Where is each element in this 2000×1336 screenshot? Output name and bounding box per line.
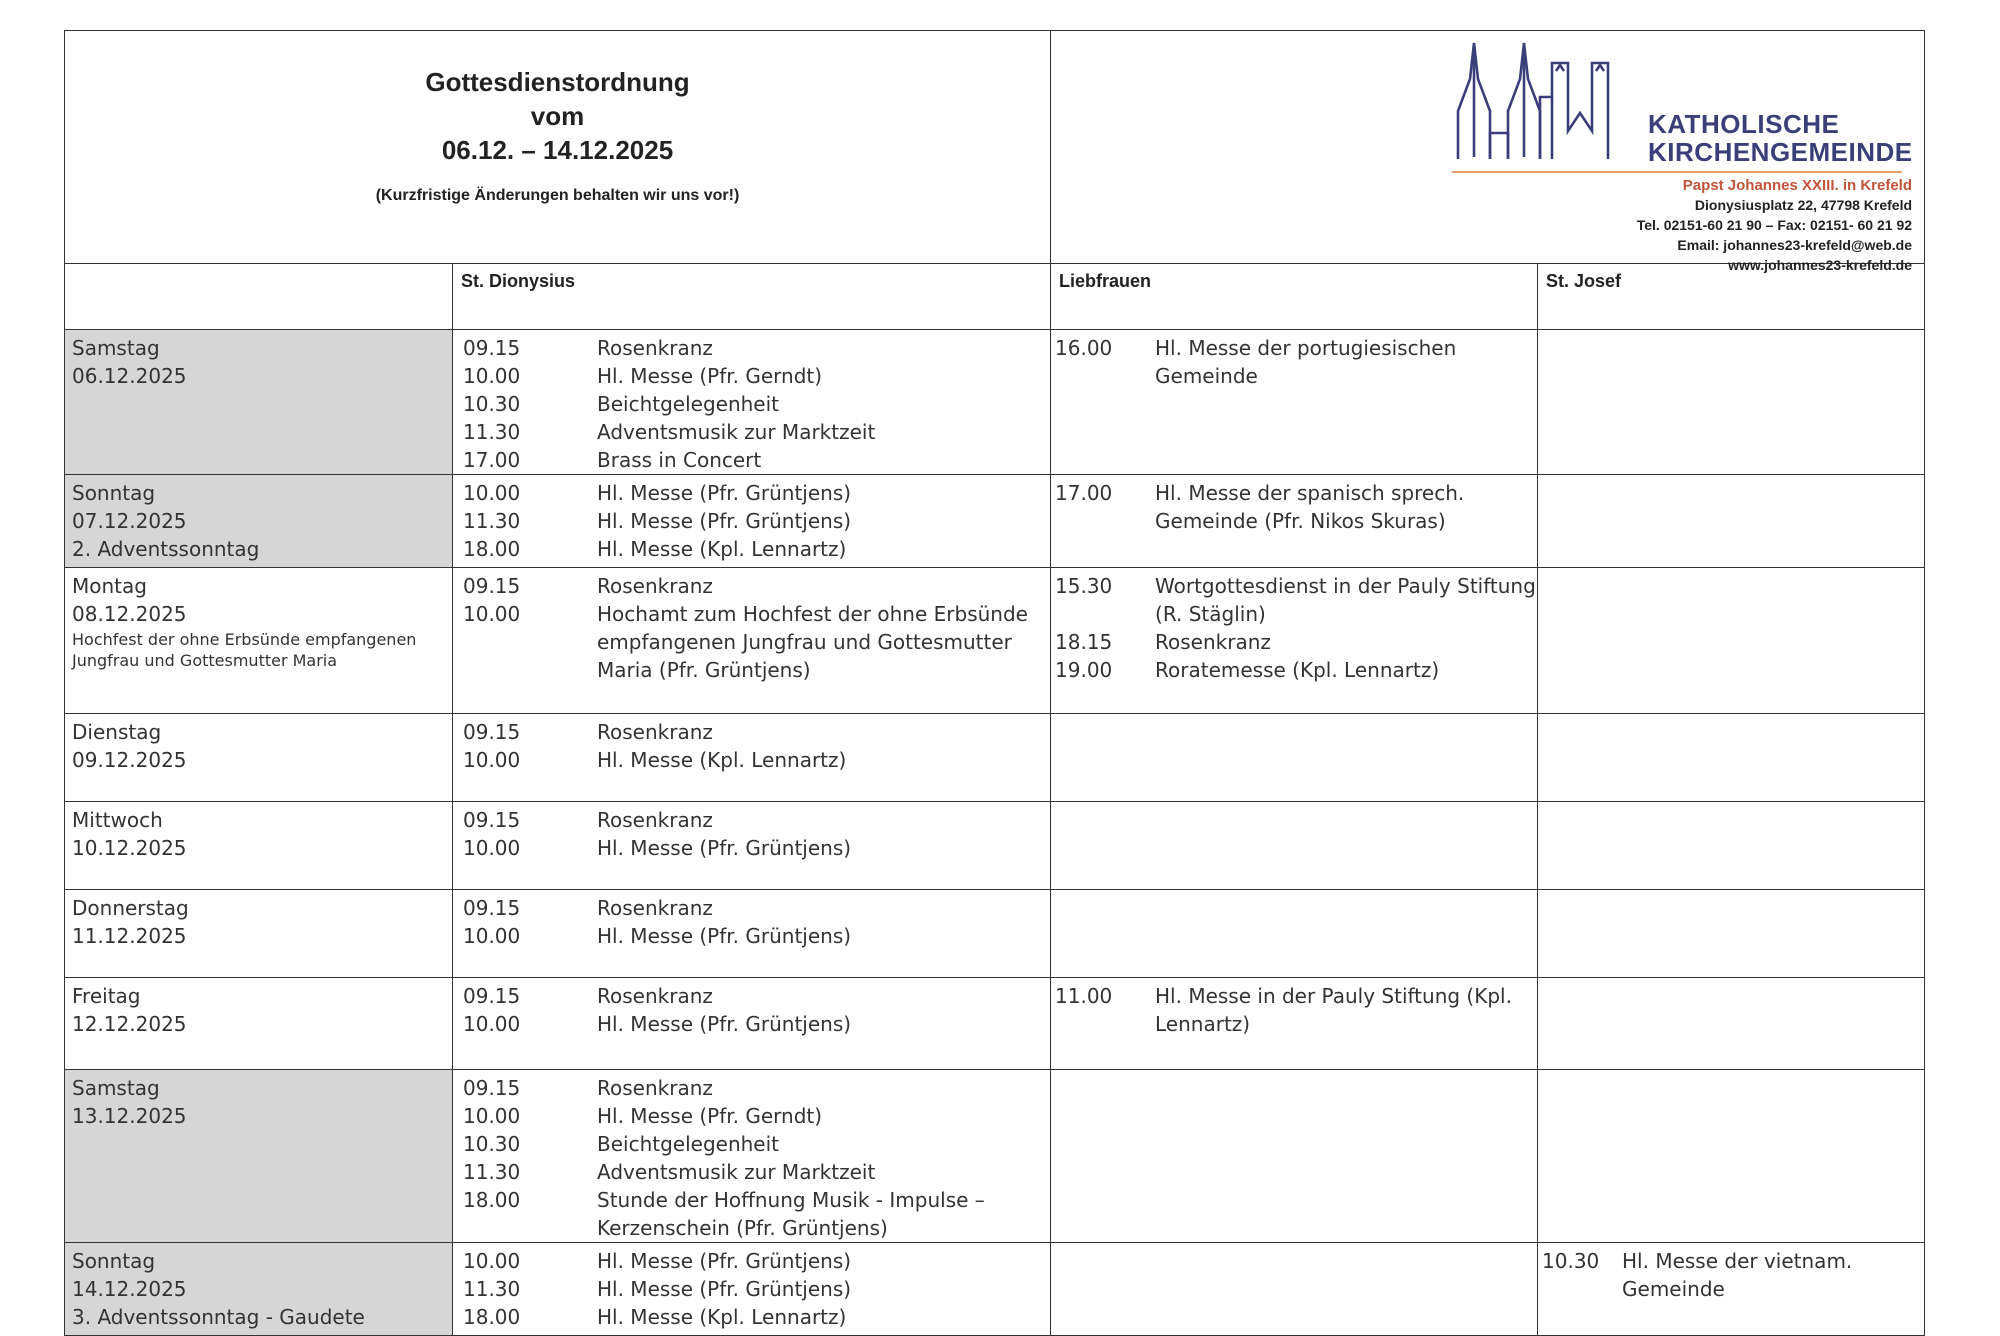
- services-dionysius: [453, 1070, 1051, 1243]
- service-entry: [463, 1158, 1050, 1186]
- service-description: Rosenkranz: [597, 336, 713, 360]
- service-time: 11.30: [463, 420, 521, 444]
- service-entry: [463, 390, 1050, 418]
- day-date: 08.12.2025: [72, 602, 187, 626]
- day-date: 09.12.2025: [72, 748, 187, 772]
- services-josef: [1538, 475, 1925, 568]
- service-time: 17.00: [463, 448, 521, 472]
- service-time: 10.30: [1542, 1249, 1600, 1273]
- day-date: 06.12.2025: [72, 364, 187, 388]
- service-description: Hl. Messe der vietnam. Gemeinde: [1622, 1249, 1853, 1301]
- services-josef: [1538, 330, 1925, 475]
- parish-website[interactable]: www.johannes23-krefeld.de: [1728, 257, 1913, 273]
- service-description: Rosenkranz: [1155, 630, 1271, 654]
- page-title: Gottesdienstordnung: [425, 67, 690, 97]
- service-time: 09.15: [463, 808, 521, 832]
- service-description: Brass in Concert: [597, 448, 762, 472]
- service-description: Rosenkranz: [597, 984, 713, 1008]
- service-entry: [1055, 334, 1537, 390]
- services-josef: [1538, 1243, 1925, 1336]
- services-dionysius: [453, 714, 1051, 802]
- day-name: Mittwoch: [72, 808, 163, 832]
- logo-divider: [1452, 171, 1902, 173]
- services-liebfrauen: [1051, 568, 1538, 714]
- day-name: Montag: [72, 574, 147, 598]
- service-entry: [463, 746, 1050, 774]
- services-dionysius: [453, 568, 1051, 714]
- service-description: Hl. Messe (Pfr. Grüntjens): [597, 509, 852, 533]
- services-liebfrauen: [1051, 330, 1538, 475]
- service-entry: [1055, 982, 1537, 1038]
- service-entry: [463, 806, 1050, 834]
- service-description: Hl. Messe (Pfr. Grüntjens): [597, 1249, 852, 1273]
- service-entry: [463, 982, 1050, 1010]
- colhead-josef: St. Josef: [1538, 264, 1925, 330]
- services-liebfrauen: [1051, 890, 1538, 978]
- day-name: Samstag: [72, 1076, 160, 1100]
- table-row: [65, 714, 1925, 802]
- day-date: 11.12.2025: [72, 924, 187, 948]
- service-description: Rosenkranz: [597, 574, 713, 598]
- services-dionysius: [453, 802, 1051, 890]
- table-row: [65, 978, 1925, 1070]
- service-description: Hl. Messe (Pfr. Grüntjens): [597, 1277, 852, 1301]
- service-description: Hl. Messe (Pfr. Grüntjens): [597, 1012, 852, 1036]
- service-entry: [463, 362, 1050, 390]
- services-josef: [1538, 802, 1925, 890]
- service-entry: [463, 334, 1050, 362]
- day-cell: [65, 330, 453, 475]
- schedule-sheet: [64, 30, 1924, 1336]
- day-name: Dienstag: [72, 720, 162, 744]
- colhead-dionysius: St. Dionysius: [453, 264, 1051, 330]
- service-description: Adventsmusik zur Marktzeit: [597, 1160, 876, 1184]
- column-header-row: [65, 264, 1925, 330]
- service-description: Rosenkranz: [597, 808, 713, 832]
- service-description: Roratemesse (Kpl. Lennartz): [1155, 658, 1440, 682]
- day-cell: [65, 568, 453, 714]
- service-entry: [1055, 628, 1537, 656]
- service-entry: [463, 922, 1050, 950]
- day-name: Freitag: [72, 984, 141, 1008]
- service-entry: [463, 834, 1050, 862]
- service-entry: [463, 446, 1050, 474]
- service-time: 11.30: [463, 509, 521, 533]
- service-time: 15.30: [1055, 574, 1113, 598]
- service-description: Beichtgelegenheit: [597, 1132, 780, 1156]
- services-dionysius: [453, 978, 1051, 1070]
- service-time: 17.00: [1055, 481, 1113, 505]
- parish-name-line2: KIRCHENGEMEINDE: [1648, 137, 1913, 167]
- service-entry: [1542, 1247, 1924, 1303]
- parish-name-line1: KATHOLISCHE: [1648, 109, 1840, 139]
- service-description: Hl. Messe der spanisch sprech. Gemeinde (Pfr. Nikos Skuras): [1155, 481, 1465, 533]
- day-date: 14.12.2025: [72, 1277, 187, 1301]
- service-time: 10.00: [463, 1104, 521, 1128]
- service-time: 09.15: [463, 574, 521, 598]
- services-liebfrauen: [1051, 1243, 1538, 1336]
- table-row: [65, 568, 1925, 714]
- table-row: [65, 475, 1925, 568]
- day-feast: 3. Adventssonntag - Gaudete: [72, 1305, 365, 1329]
- service-time: 10.00: [463, 481, 521, 505]
- table-row: [65, 330, 1925, 475]
- service-description: Beichtgelegenheit: [597, 392, 780, 416]
- service-time: 10.00: [463, 1249, 521, 1273]
- service-time: 10.00: [463, 748, 521, 772]
- services-liebfrauen: [1051, 1070, 1538, 1243]
- service-entry: [463, 1010, 1050, 1038]
- services-liebfrauen: [1051, 475, 1538, 568]
- day-feast: 2. Adventssonntag: [72, 537, 260, 561]
- service-description: Rosenkranz: [597, 720, 713, 744]
- table-row: [65, 1243, 1925, 1336]
- parish-logo: [1452, 39, 1913, 273]
- day-feast: Hochfest der ohne Erbsünde empfangenen Jungfrau und Gottesmutter Maria: [72, 630, 417, 670]
- service-description: Adventsmusik zur Marktzeit: [597, 420, 876, 444]
- services-dionysius: [453, 475, 1051, 568]
- day-date: 12.12.2025: [72, 1012, 187, 1036]
- service-time: 10.00: [463, 1012, 521, 1036]
- title-block: [65, 31, 1051, 264]
- service-entry: [463, 894, 1050, 922]
- service-entry: [463, 1303, 1050, 1331]
- changes-note: (Kurzfristige Änderungen behalten wir uns vor!): [375, 187, 740, 204]
- service-description: Hl. Messe (Kpl. Lennartz): [597, 537, 847, 561]
- parish-address: Dionysiusplatz 22, 47798 Krefeld: [1694, 197, 1913, 213]
- day-name: Sonntag: [72, 1249, 156, 1273]
- service-time: 11.00: [1055, 984, 1113, 1008]
- service-time: 10.00: [463, 836, 521, 860]
- date-range: 06.12. – 14.12.2025: [441, 135, 674, 165]
- schedule-table: [64, 30, 1925, 1336]
- service-description: Hl. Messe der portugiesischen Gemeinde: [1155, 336, 1457, 388]
- service-entry: [1055, 479, 1537, 535]
- service-description: Hl. Messe (Pfr. Gerndt): [597, 1104, 823, 1128]
- services-dionysius: [453, 330, 1051, 475]
- day-cell: [65, 475, 453, 568]
- service-time: 10.00: [463, 924, 521, 948]
- service-description: Hl. Messe (Pfr. Grüntjens): [597, 836, 852, 860]
- service-entry: [463, 1074, 1050, 1102]
- services-josef: [1538, 568, 1925, 714]
- service-entry: [463, 1130, 1050, 1158]
- day-name: Sonntag: [72, 481, 156, 505]
- service-entry: [463, 572, 1050, 600]
- day-cell: [65, 890, 453, 978]
- day-date: 07.12.2025: [72, 509, 187, 533]
- header-row: [65, 31, 1925, 264]
- service-description: Hl. Messe (Kpl. Lennartz): [597, 748, 847, 772]
- church-towers-icon: [1452, 39, 1652, 169]
- service-time: 18.00: [463, 537, 521, 561]
- day-cell: [65, 714, 453, 802]
- services-liebfrauen: [1051, 714, 1538, 802]
- service-time: 11.30: [463, 1160, 521, 1184]
- day-name: Samstag: [72, 336, 160, 360]
- service-entry: [1055, 572, 1537, 628]
- colhead-day: [65, 264, 453, 330]
- service-time: 10.00: [463, 602, 521, 626]
- table-row: [65, 890, 1925, 978]
- service-description: Rosenkranz: [597, 896, 713, 920]
- table-row: [65, 802, 1925, 890]
- service-time: 18.00: [463, 1188, 521, 1212]
- service-entry: [463, 1186, 1050, 1242]
- service-entry: [463, 479, 1050, 507]
- service-time: 09.15: [463, 1076, 521, 1100]
- service-description: Hl. Messe (Pfr. Grüntjens): [597, 924, 852, 948]
- colhead-liebfrauen: Liebfrauen: [1051, 264, 1538, 330]
- service-time: 10.30: [463, 392, 521, 416]
- service-description: Hl. Messe in der Pauly Stiftung (Kpl. Lennartz): [1155, 984, 1512, 1036]
- services-liebfrauen: [1051, 802, 1538, 890]
- service-time: 11.30: [463, 1277, 521, 1301]
- day-cell: [65, 1070, 453, 1243]
- services-dionysius: [453, 1243, 1051, 1336]
- day-cell: [65, 1243, 453, 1336]
- service-time: 09.15: [463, 984, 521, 1008]
- service-time: 09.15: [463, 896, 521, 920]
- service-entry: [1055, 656, 1537, 684]
- service-time: 10.00: [463, 364, 521, 388]
- services-dionysius: [453, 890, 1051, 978]
- day-date: 10.12.2025: [72, 836, 187, 860]
- parish-email[interactable]: Email: johannes23-krefeld@web.de: [1677, 237, 1913, 253]
- service-time: 18.15: [1055, 630, 1113, 654]
- service-description: Hl. Messe (Pfr. Gerndt): [597, 364, 823, 388]
- service-entry: [463, 1275, 1050, 1303]
- service-time: 16.00: [1055, 336, 1113, 360]
- parish-subtitle: Papst Johannes XXIII. in Krefeld: [1682, 177, 1913, 194]
- service-time: 18.00: [463, 1305, 521, 1329]
- services-josef: [1538, 890, 1925, 978]
- service-entry: [463, 418, 1050, 446]
- services-josef: [1538, 978, 1925, 1070]
- service-time: 09.15: [463, 720, 521, 744]
- service-entry: [463, 1102, 1050, 1130]
- table-row: [65, 1070, 1925, 1243]
- service-description: Stunde der Hoffnung Musik - Impulse – Kerzenschein (Pfr. Grüntjens): [597, 1188, 985, 1240]
- service-entry: [463, 535, 1050, 563]
- service-entry: [463, 1247, 1050, 1275]
- service-entry: [463, 600, 1050, 684]
- service-description: Hochamt zum Hochfest der ohne Erbsünde empfangenen Jungfrau und Gottesmutter Maria (Pfr. Grüntjens): [597, 602, 1028, 682]
- services-liebfrauen: [1051, 978, 1538, 1070]
- service-time: 10.30: [463, 1132, 521, 1156]
- parish-block: [1051, 31, 1925, 273]
- service-entry: [463, 507, 1050, 535]
- service-description: Hl. Messe (Kpl. Lennartz): [597, 1305, 847, 1329]
- services-josef: [1538, 1070, 1925, 1243]
- service-description: Rosenkranz: [597, 1076, 713, 1100]
- service-description: Hl. Messe (Pfr. Grüntjens): [597, 481, 852, 505]
- service-time: 19.00: [1055, 658, 1113, 682]
- service-description: Wortgottesdienst in der Pauly Stiftung (R. Stäglin): [1155, 574, 1536, 626]
- day-date: 13.12.2025: [72, 1104, 187, 1128]
- service-time: 09.15: [463, 336, 521, 360]
- day-cell: [65, 802, 453, 890]
- service-entry: [463, 718, 1050, 746]
- services-josef: [1538, 714, 1925, 802]
- day-name: Donnerstag: [72, 896, 189, 920]
- page-title-vom: vom: [530, 101, 585, 131]
- day-cell: [65, 978, 453, 1070]
- parish-phone: Tel. 02151-60 21 90 – Fax: 02151- 60 21 92: [1636, 217, 1913, 233]
